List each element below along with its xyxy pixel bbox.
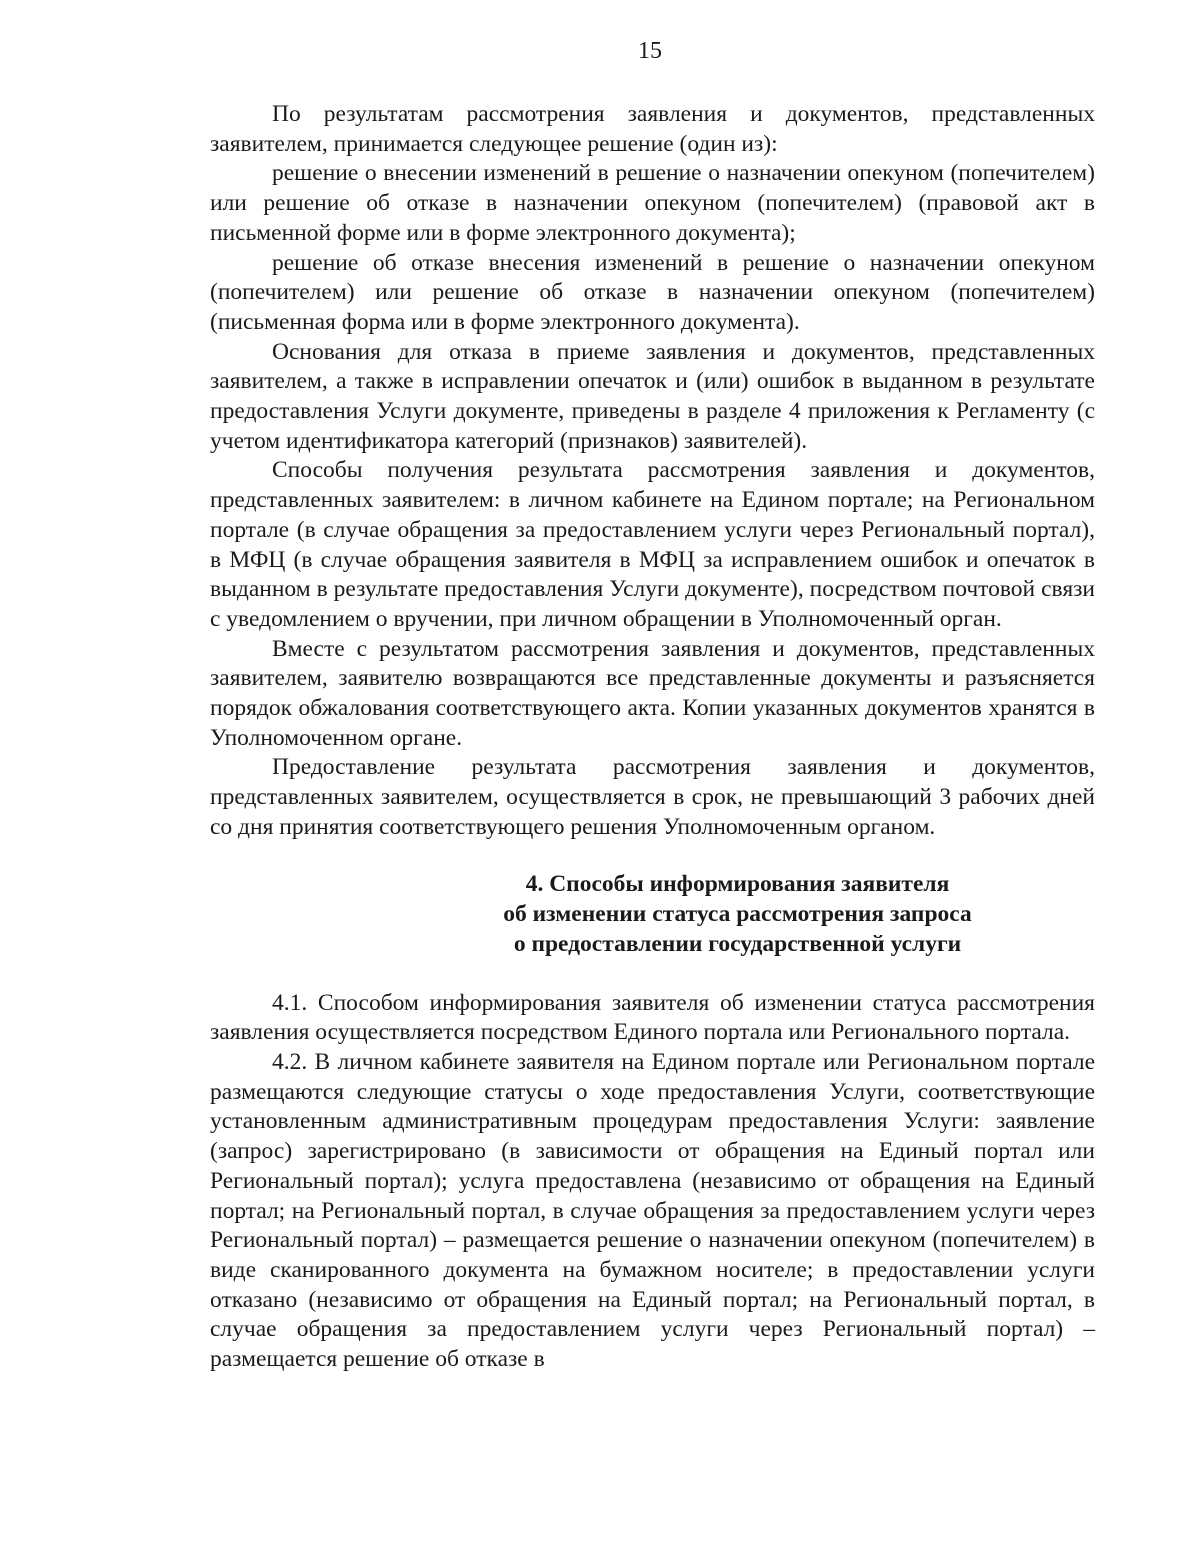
section-heading: [295, 869, 1180, 959]
section-heading-line-1: 4. Способы информирования заявителя: [525, 870, 950, 897]
paragraph-results-decision: По результатам рассмотрения заявления и документов, представленных заявителем, принимается следующее решение (один из):: [210, 101, 1095, 157]
page-number: 15: [638, 38, 662, 64]
section-heading-line-2: об изменении статуса рассмотрения запроса: [503, 900, 972, 927]
paragraph-decision-refusal: решение об отказе внесения изменений в решение о назначении опекуном (попечителем) или решение об отказе в назначении опекуном (попечителем) (письменная форма или в форме электронного документа).: [210, 249, 1095, 335]
paragraph-refusal-grounds: Основания для отказа в приеме заявления и документов, представленных заявителем, а также в исправлении опечаток и (или) ошибок в выданном в результате предоставления Услуги документе, приведены в разделе 4 приложения к Регламенту (с учетом идентификатора категорий (признаков) заявителей).: [210, 338, 1095, 454]
document-body: [210, 100, 1095, 1375]
paragraph-4-2: 4.2. В личном кабинете заявителя на Едином портале или Региональном портале размещаются следующие статусы о ходе предоставления Услуги, соответствующие установленным административным процедурам предоставления Услуги: заявление (запрос) зарегистрировано (в зависимости от обращения на Единый портал или Региональный портал); услуга предоставлена (независимо от обращения на Единый портал; на Региональный портал, в случае обращения за предоставлением услуги через Региональный портал) – размещается решение о назначении опекуном (попечителем) в виде сканированного документа на бумажном носителе; в предоставлении услуги отказано (независимо от обращения на Единый портал; на Региональный портал, в случае обращения за предоставлением услуги через Региональный портал) – размещается решение об отказе в: [210, 1048, 1095, 1373]
paragraph-decision-changes: решение о внесении изменений в решение о назначении опекуном (попечителем) или решение об отказе в назначении опекуном (попечителем) (правовой акт в письменной форме или в форме электронного документа);: [210, 160, 1095, 246]
paragraph-documents-returned: Вместе с результатом рассмотрения заявления и документов, представленных заявителем, заявителю возвращаются все представленные документы и разъясняется порядок обжалования соответствующего акта. Копии указанных документов хранятся в Уполномоченном органе.: [210, 635, 1095, 751]
paragraph-result-methods: Способы получения результата рассмотрения заявления и документов, представленных заявителем: в личном кабинете на Едином портале; на Региональном портале (в случае обращения за предоставлением услуги через Региональный портал), в МФЦ (в случае обращения заявителя в МФЦ за исправлением ошибок и опечаток в выданном в результате предоставления Услуги документе), посредством почтовой связи с уведомлением о вручении, при личном обращении в Уполномоченный орган.: [210, 457, 1095, 632]
section-heading-line-3: о предоставлении государственной услуги: [513, 930, 962, 957]
paragraph-4-1: 4.1. Способом информирования заявителя об изменении статуса рассмотрения заявления осуществляется посредством Единого портала или Регионального портала.: [210, 989, 1095, 1046]
paragraph-result-deadline: Предоставление результата рассмотрения заявления и документов, представленных заявителем, осуществляется в срок, не превышающий 3 рабочих дней со дня принятия соответствующего решения Уполномоченным органом.: [210, 754, 1095, 840]
